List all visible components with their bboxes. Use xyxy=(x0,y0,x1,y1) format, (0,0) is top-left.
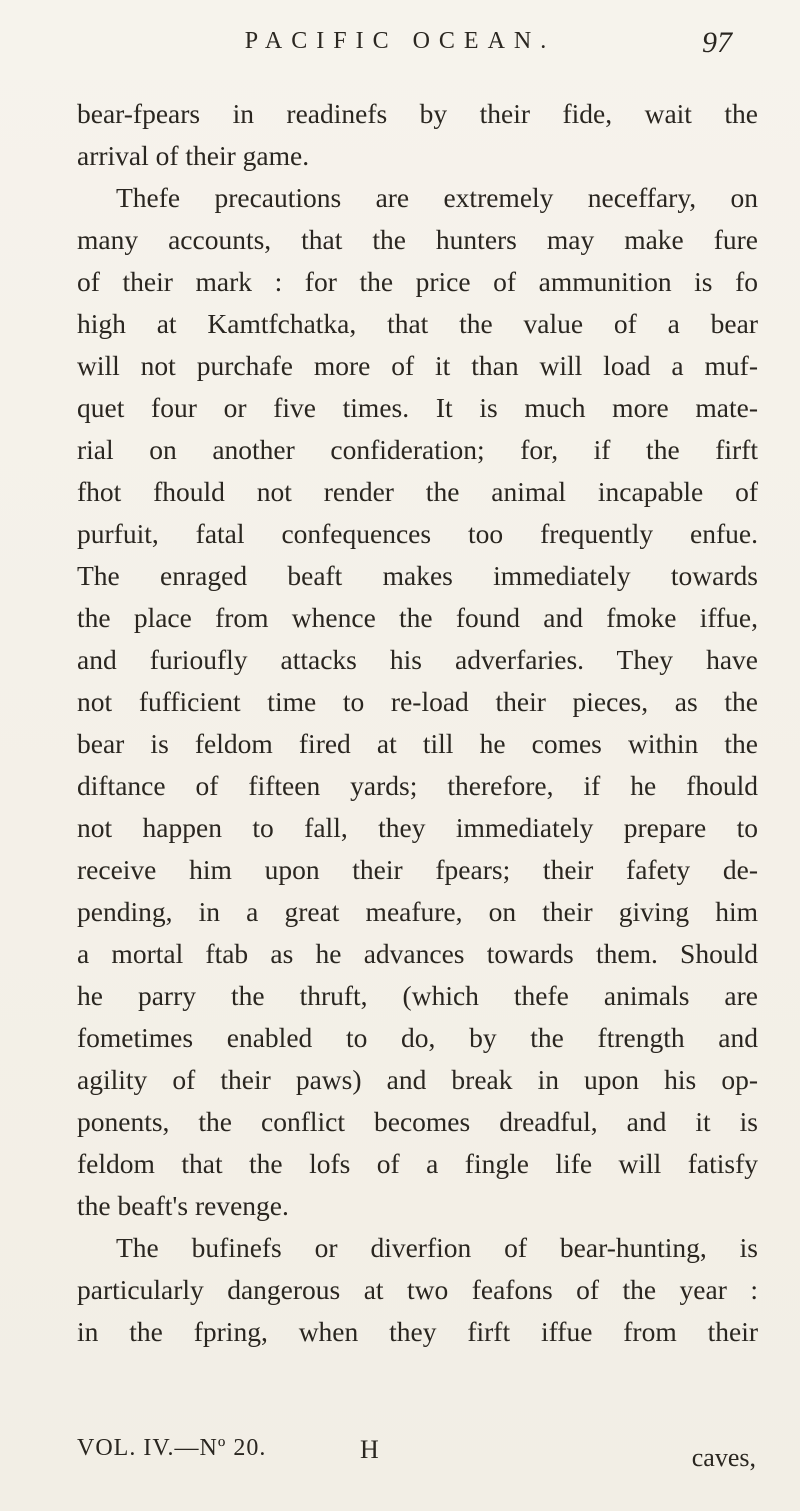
running-title: PACIFIC OCEAN. xyxy=(244,28,556,54)
text-line: of their mark : for the price of ammunition is fo xyxy=(77,266,758,297)
text-line: diftance of fifteen yards; therefore, if he fhould xyxy=(77,770,758,801)
page-number: 97 xyxy=(702,26,732,59)
page-footer xyxy=(77,1435,758,1477)
text-line: feldom that the lofs of a fingle life will fatisfy xyxy=(77,1148,758,1179)
text-line: pending, in a great meafure, on their giving him xyxy=(77,896,758,927)
text-line: ponents, the conflict becomes dreadful, and it is xyxy=(77,1106,758,1137)
text-line: in the fpring, when they firft iffue from their xyxy=(77,1316,758,1347)
body-text xyxy=(0,93,800,1353)
text-line: agility of their paws) and break in upon his op- xyxy=(77,1064,758,1095)
text-line: particularly dangerous at two feafons of the year : xyxy=(77,1274,758,1305)
catchword: caves, xyxy=(691,1443,756,1472)
text-line: purfuit, fatal confequences too frequently enfue. xyxy=(77,518,758,549)
text-line: high at Kamtfchatka, that the value of a bear xyxy=(77,308,758,339)
text-line: rial on another confideration; for, if the firft xyxy=(77,434,758,465)
volume-signature: VOL. IV.—Nº 20. xyxy=(77,1435,267,1461)
text-line: will not purchafe more of it than will load a muf- xyxy=(77,350,758,381)
text-line: he parry the thruft, (which thefe animals are xyxy=(77,980,758,1011)
text-line: the place from whence the found and fmoke iffue, xyxy=(77,602,758,633)
text-line: many accounts, that the hunters may make fure xyxy=(77,224,758,255)
signature-mark: H xyxy=(360,1435,379,1464)
text-line: bear is feldom fired at till he comes within the xyxy=(77,728,758,759)
text-line: receive him upon their fpears; their fafety de- xyxy=(77,854,758,885)
running-head xyxy=(0,28,800,68)
text-line: The enraged beaft makes immediately towards xyxy=(77,560,758,591)
text-line: The bufinefs or diverfion of bear-hunting, is xyxy=(116,1232,758,1263)
text-line: the beaft's revenge. xyxy=(77,1190,289,1221)
text-line: fhot fhould not render the animal incapable of xyxy=(77,476,758,507)
text-line: bear-fpears in readinefs by their fide, wait the xyxy=(77,98,758,129)
text-line: fometimes enabled to do, by the ftrength and xyxy=(77,1022,758,1053)
text-line: arrival of their game. xyxy=(77,140,310,171)
text-line: a mortal ftab as he advances towards them. Should xyxy=(77,938,758,969)
text-line: and furioufly attacks his adverfaries. They have xyxy=(77,644,758,675)
text-line: quet four or five times. It is much more mate- xyxy=(77,392,758,423)
text-line: not fufficient time to re-load their pieces, as the xyxy=(77,686,758,717)
text-line: not happen to fall, they immediately prepare to xyxy=(77,812,758,843)
text-line: Thefe precautions are extremely neceffary, on xyxy=(116,182,758,213)
